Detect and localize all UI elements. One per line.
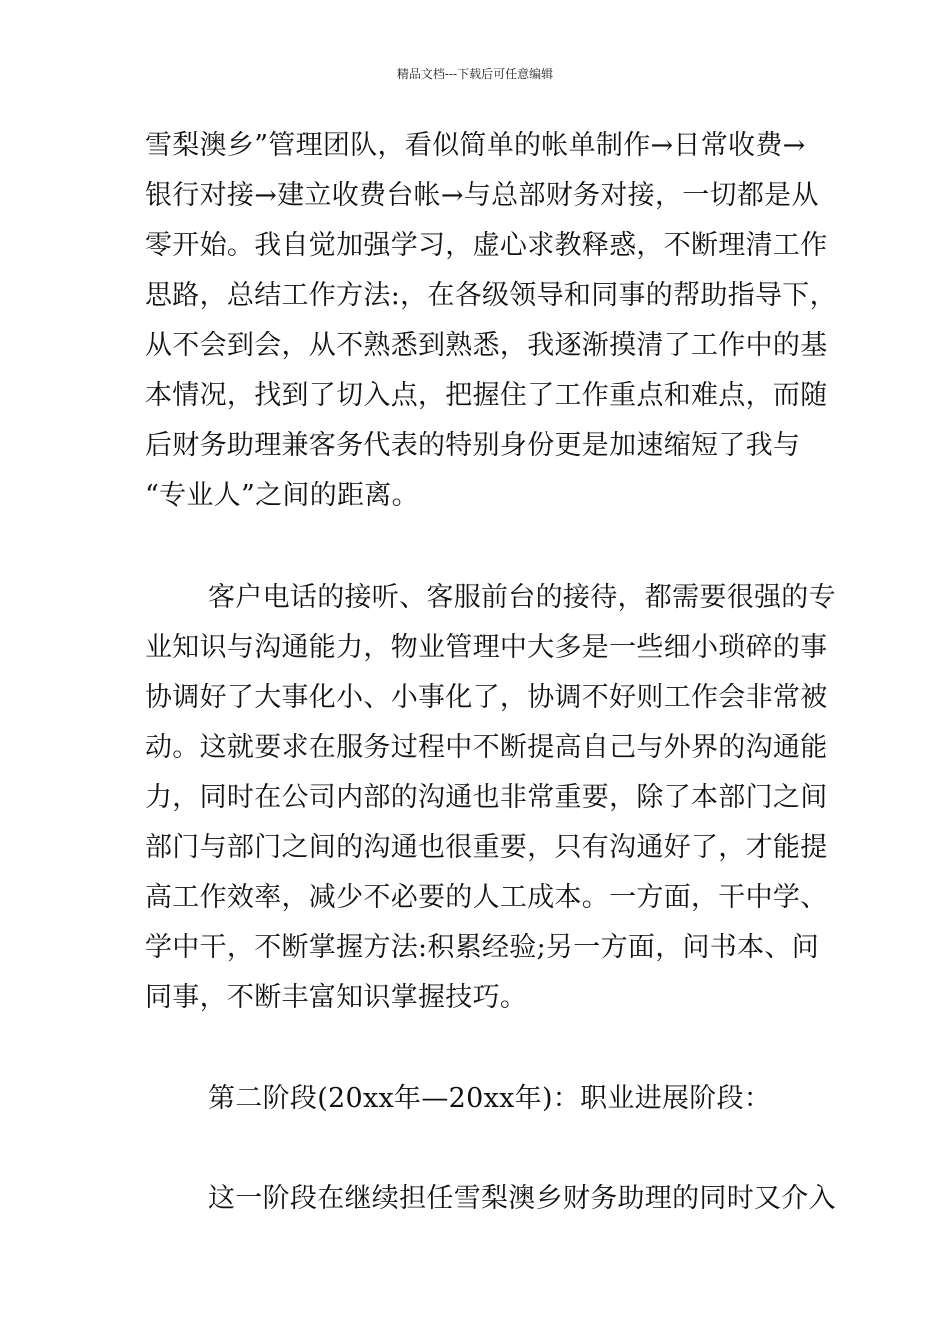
paragraph-1-line: 本情况，找到了切入点，把握住了工作重点和难点，而随	[145, 380, 828, 411]
paragraph-2-line: 高工作效率，减少不必要的人工成本。一方面，干中学、	[145, 882, 828, 913]
paragraph-1-line: 从不会到会，从不熟悉到熟悉，我逐渐摸清了工作中的基	[145, 330, 828, 361]
paragraph-2-line: 协调好了大事化小、小事化了，协调不好则工作会非常被	[145, 682, 828, 713]
paragraph-2-line: 业知识与沟通能力，物业管理中大多是一些细小琐碎的事	[145, 632, 828, 663]
page-header: 精品文档---下载后可任意编辑	[396, 67, 554, 81]
paragraph-2-line: 学中干，不断掌握方法:积累经验;另一方面，问书本、问	[145, 932, 819, 963]
paragraph-1-line: 后财务助理兼客务代表的特别身份更是加速缩短了我与	[145, 430, 801, 461]
paragraph-2-line: 同事，不断丰富知识掌握技巧。	[145, 982, 528, 1013]
paragraph-2-line: 客户电话的接听、客服前台的接待，都需要很强的专	[208, 582, 836, 613]
paragraph-1-line: 银行对接→建立收费台帐→与总部财务对接，一切都是从	[145, 180, 819, 211]
paragraph-1-line: 零开始。我自觉加强学习，虚心求教释惑，不断理清工作	[145, 230, 828, 261]
paragraph-2-line: 部门与部门之间的沟通也很重要，只有沟通好了，才能提	[145, 832, 828, 863]
paragraph-3-line: 这一阶段在继续担任雪梨澳乡财务助理的同时又介入	[208, 1183, 836, 1214]
section-heading: 第二阶段(20xx年—20xx年)：职业进展阶段：	[208, 1083, 772, 1114]
paragraph-1-line: 雪梨澳乡”管理团队，看似简单的帐单制作→日常收费→	[145, 130, 806, 161]
paragraph-2-line: 力，同时在公司内部的沟通也非常重要，除了本部门之间	[145, 782, 828, 813]
paragraph-1-line: 思路，总结工作方法:，在各级领导和同事的帮助指导下，	[145, 280, 837, 311]
paragraph-1-line: “专业人”之间的距离。	[145, 480, 419, 511]
paragraph-2-line: 动。这就要求在服务过程中不断提高自己与外界的沟通能	[145, 732, 828, 763]
